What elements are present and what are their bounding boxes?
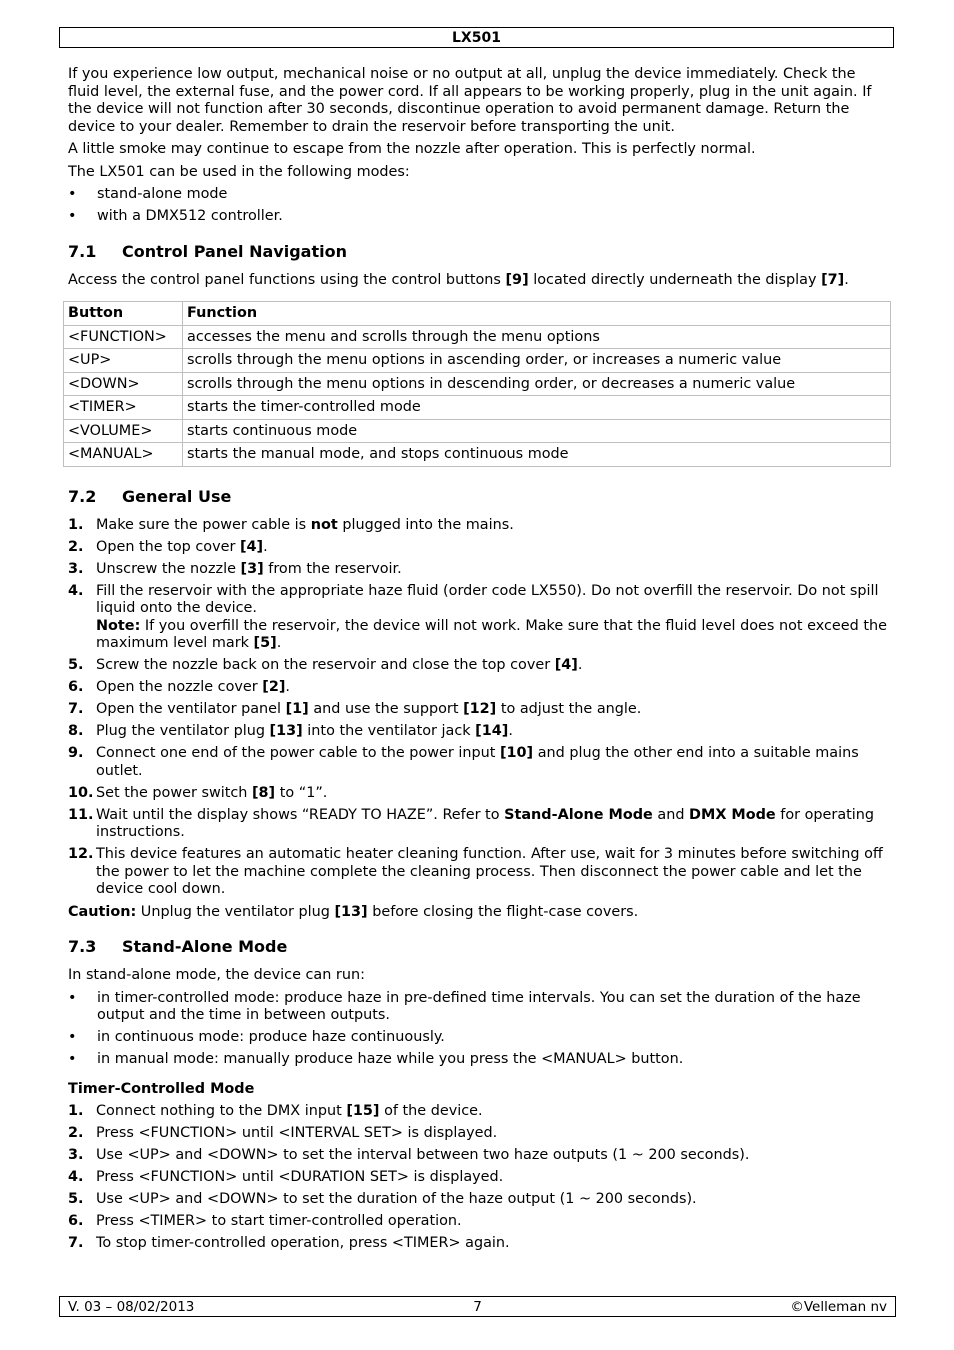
bullet-text: in manual mode: manually produce haze while you press the <MANUAL> button.	[97, 1051, 684, 1067]
emphasis-text: Stand-Alone Mode	[504, 806, 653, 823]
table-cell-function: starts the manual mode, and stops continuous mode	[183, 443, 891, 467]
emphasis-text: [2]	[262, 679, 286, 695]
table-cell-button: <UP>	[64, 349, 183, 373]
emphasis-text: DMX Mode	[689, 806, 776, 823]
step-text	[96, 745, 859, 779]
emphasis-text: [5]	[253, 635, 277, 651]
list-item	[68, 990, 890, 1025]
step-number: 6.	[68, 1213, 84, 1229]
text-run: Wait until the display shows “READY TO HAZE”. Refer to	[96, 806, 505, 823]
step-item	[68, 657, 890, 675]
text-run: Press <FUNCTION> until <INTERVAL SET> is displayed.	[96, 1125, 498, 1141]
stand-alone-modes-list	[68, 990, 890, 1069]
section-number: 7.2	[68, 486, 97, 506]
mode-text: with a DMX512 controller.	[97, 208, 283, 224]
text-run: Open the top cover	[96, 538, 240, 555]
list-item	[68, 1029, 890, 1047]
emphasis-text: Note:	[96, 617, 141, 634]
step-number: 6.	[68, 679, 84, 695]
step-text	[96, 539, 268, 555]
intro-paragraph-troubleshoot: If you experience low output, mechanical noise or no output at all, unplug the device immediately. Check the fluid level, the external fuse, and the power cord. If all appears to be working properly, plug in the unit again. If the device will not function after 30 seconds, discontinue operation to avoid permanent damage. Return the device to your dealer. Remember to drain the reservoir before transporting the unit.	[68, 66, 872, 135]
text-run: located directly underneath the display	[528, 271, 822, 288]
step-number: 12.	[68, 846, 94, 862]
section-number: 7.3	[68, 937, 97, 956]
step-number: 1.	[68, 516, 84, 533]
step-item	[68, 1125, 890, 1143]
text-run: and plug the other end into a suitable mains outlet.	[96, 745, 859, 779]
text-run: Press <TIMER> to start timer-controlled operation.	[96, 1213, 462, 1229]
step-number: 4.	[68, 582, 84, 599]
text-run: .	[263, 538, 268, 555]
list-item	[68, 208, 890, 226]
text-run: Access the control panel functions using the control buttons	[68, 271, 506, 288]
step-text	[96, 583, 887, 652]
step-text	[96, 561, 402, 577]
text-run: before closing the flight-case covers.	[367, 903, 639, 920]
column-header-function: Function	[183, 302, 891, 326]
text-run: from the reservoir.	[263, 560, 402, 577]
text-run: into the ventilator jack	[302, 723, 476, 739]
step-number: 8.	[68, 723, 84, 739]
step-item	[68, 1235, 890, 1253]
text-run: .	[577, 657, 583, 673]
emphasis-text: [10]	[499, 745, 534, 761]
text-run: Plug the ventilator plug	[96, 723, 270, 739]
step-item	[68, 583, 890, 653]
text-run: Use <UP> and <DOWN> to set the interval between two haze outputs (1 ~ 200 seconds).	[96, 1147, 750, 1163]
text-run: plugged into the mains.	[337, 516, 514, 533]
table-row	[64, 325, 891, 349]
section-heading-stand-alone	[68, 937, 890, 957]
text-run: .	[508, 723, 513, 739]
step-item	[68, 807, 890, 842]
step-number: 4.	[68, 1169, 84, 1185]
step-text	[96, 785, 327, 801]
step-item	[68, 723, 890, 741]
text-run: Set the power switch	[96, 784, 252, 801]
reference-label: [9]	[505, 271, 529, 288]
table-cell-button: <FUNCTION>	[64, 325, 183, 349]
text-run: To stop timer-controlled operation, press <TIMER> again.	[96, 1235, 510, 1251]
section-title: Stand-Alone Mode	[122, 937, 288, 956]
emphasis-text: [12]	[463, 701, 497, 717]
bullet-icon: •	[68, 186, 77, 202]
text-run: Connect nothing to the DMX input	[96, 1103, 347, 1119]
footer-copyright: ©Velleman nv	[790, 1299, 887, 1315]
timer-controlled-steps	[68, 1103, 890, 1253]
subheading-timer-controlled: Timer-Controlled Mode	[68, 1080, 255, 1097]
section-number: 7.1	[68, 241, 97, 261]
footer-page-number: 7	[473, 1299, 482, 1315]
step-text	[96, 657, 582, 673]
general-use-steps	[68, 517, 890, 899]
page-footer	[59, 1296, 896, 1317]
table-cell-button: <VOLUME>	[64, 419, 183, 443]
table-cell-button: <MANUAL>	[64, 443, 183, 467]
emphasis-text: not	[310, 516, 338, 533]
text-run: This device features an automatic heater cleaning function. After use, wait for 3 minutes before switching off the power to let the machine complete the cleaning process. Then disconnect the power cable and let the device cool down.	[96, 846, 883, 897]
step-item	[68, 745, 890, 780]
step-item	[68, 517, 890, 535]
step-number: 3.	[68, 560, 84, 577]
text-run: Unscrew the nozzle	[96, 560, 241, 577]
step-number: 7.	[68, 701, 84, 717]
step-text	[96, 1147, 749, 1163]
step-item	[68, 679, 890, 697]
step-item	[68, 1147, 890, 1165]
section-title: Control Panel Navigation	[122, 241, 347, 261]
step-item	[68, 1191, 890, 1209]
emphasis-text: [4]	[554, 657, 578, 673]
header-title: LX501	[452, 30, 501, 46]
step-item	[68, 846, 890, 899]
control-panel-intro	[68, 272, 890, 290]
mode-text: stand-alone mode	[97, 186, 228, 202]
table-cell-function: starts the timer-controlled mode	[183, 396, 891, 420]
table-cell-function: starts continuous mode	[183, 419, 891, 443]
step-text	[96, 517, 514, 533]
list-item	[68, 186, 890, 204]
step-item	[68, 561, 890, 579]
table-cell-function: scrolls through the menu options in ascending order, or increases a numeric value	[183, 349, 891, 373]
emphasis-text: [3]	[240, 560, 264, 577]
table-row	[64, 396, 891, 420]
step-text	[96, 846, 883, 897]
page-header	[59, 27, 894, 48]
step-number: 5.	[68, 1191, 84, 1207]
intro-paragraph-modes: The LX501 can be used in the following modes:	[68, 163, 410, 180]
step-number: 2.	[68, 538, 84, 555]
text-run: .	[844, 271, 849, 288]
emphasis-text: [15]	[346, 1103, 380, 1119]
table-cell-function: accesses the menu and scrolls through the menu options	[183, 325, 891, 349]
emphasis-text: [1]	[285, 701, 309, 717]
step-number: 11.	[68, 806, 94, 823]
table-row	[64, 349, 891, 373]
step-number: 2.	[68, 1125, 84, 1141]
text-run: of the device.	[379, 1103, 483, 1119]
text-run: Connect one end of the power cable to the power input	[96, 745, 500, 761]
step-item	[68, 701, 890, 719]
bullet-icon: •	[68, 989, 77, 1006]
bullet-text: in timer-controlled mode: produce haze in pre-defined time intervals. You can set the duration of the haze output and the time in between outputs.	[97, 989, 861, 1023]
step-text	[96, 723, 513, 739]
bullet-icon: •	[68, 208, 77, 224]
step-number: 9.	[68, 745, 84, 761]
step-text	[96, 1213, 462, 1229]
step-number: 5.	[68, 657, 84, 673]
step-item	[68, 539, 890, 557]
page-content	[68, 66, 890, 1258]
stand-alone-intro: In stand-alone mode, the device can run:	[68, 967, 365, 983]
text-run: to adjust the angle.	[496, 701, 642, 717]
table-header-row	[64, 302, 891, 326]
table-cell-function: scrolls through the menu options in descending order, or decreases a numeric value	[183, 372, 891, 396]
step-number: 7.	[68, 1235, 84, 1251]
table-row	[64, 372, 891, 396]
emphasis-text: [13]	[334, 903, 368, 920]
text-run: and	[652, 806, 690, 823]
text-run: Unplug the ventilator plug	[136, 903, 335, 920]
table-row	[64, 419, 891, 443]
bullet-icon: •	[68, 1029, 77, 1045]
text-run: Make sure the power cable is	[96, 516, 311, 533]
intro-paragraph-smoke: A little smoke may continue to escape from the nozzle after operation. This is perfectly normal.	[68, 141, 756, 157]
text-run: .	[276, 635, 282, 651]
step-text	[96, 701, 641, 717]
step-text	[96, 679, 290, 695]
step-item	[68, 785, 890, 803]
button-function-table	[63, 301, 891, 467]
bullet-icon: •	[68, 1051, 77, 1067]
emphasis-text: [13]	[269, 723, 303, 739]
section-heading-control-panel	[68, 242, 890, 262]
text-run: Open the ventilator panel	[96, 701, 286, 717]
section-heading-general-use	[68, 487, 890, 507]
step-number: 1.	[68, 1103, 84, 1119]
step-item	[68, 1213, 890, 1231]
step-text	[96, 1235, 510, 1251]
section-title: General Use	[122, 486, 232, 506]
emphasis-text: [4]	[239, 538, 264, 555]
step-text	[96, 1191, 697, 1207]
step-text	[96, 1169, 503, 1185]
text-run: Use <UP> and <DOWN> to set the duration of the haze output (1 ~ 200 seconds).	[96, 1191, 697, 1207]
table-cell-button: <DOWN>	[64, 372, 183, 396]
text-run: Press <FUNCTION> until <DURATION SET> is displayed.	[96, 1169, 504, 1185]
step-text	[96, 1125, 497, 1141]
footer-version: V. 03 – 08/02/2013	[68, 1299, 195, 1315]
list-item	[68, 1051, 890, 1069]
text-run: to “1”.	[275, 784, 328, 801]
column-header-button: Button	[64, 302, 183, 326]
step-number: 10.	[68, 784, 94, 801]
table-cell-button: <TIMER>	[64, 396, 183, 420]
caution-note	[68, 904, 890, 922]
emphasis-text: Caution:	[68, 903, 137, 920]
text-run: Open the nozzle cover	[96, 679, 263, 695]
text-run: Fill the reservoir with the appropriate haze fluid (order code LX550). Do not overfill the reservoir. Do not spill liquid onto the device.	[96, 582, 879, 616]
text-run: Screw the nozzle back on the reservoir and close the top cover	[96, 657, 555, 673]
step-number: 3.	[68, 1147, 84, 1163]
text-run: and use the support	[308, 701, 464, 717]
emphasis-text: [14]	[475, 723, 509, 739]
text-run: If you overfill the reservoir, the device will not work. Make sure that the fluid level does not exceed the maximum level mark	[96, 617, 887, 651]
step-item	[68, 1169, 890, 1187]
text-run: for operating instructions.	[96, 806, 875, 840]
step-item	[68, 1103, 890, 1121]
modes-list	[68, 186, 890, 226]
table-row	[64, 443, 891, 467]
bullet-text: in continuous mode: produce haze continuously.	[97, 1029, 445, 1045]
emphasis-text: [8]	[251, 784, 276, 801]
step-text	[96, 807, 874, 841]
reference-label: [7]	[821, 271, 845, 288]
text-run: .	[285, 679, 290, 695]
step-text	[96, 1103, 483, 1119]
